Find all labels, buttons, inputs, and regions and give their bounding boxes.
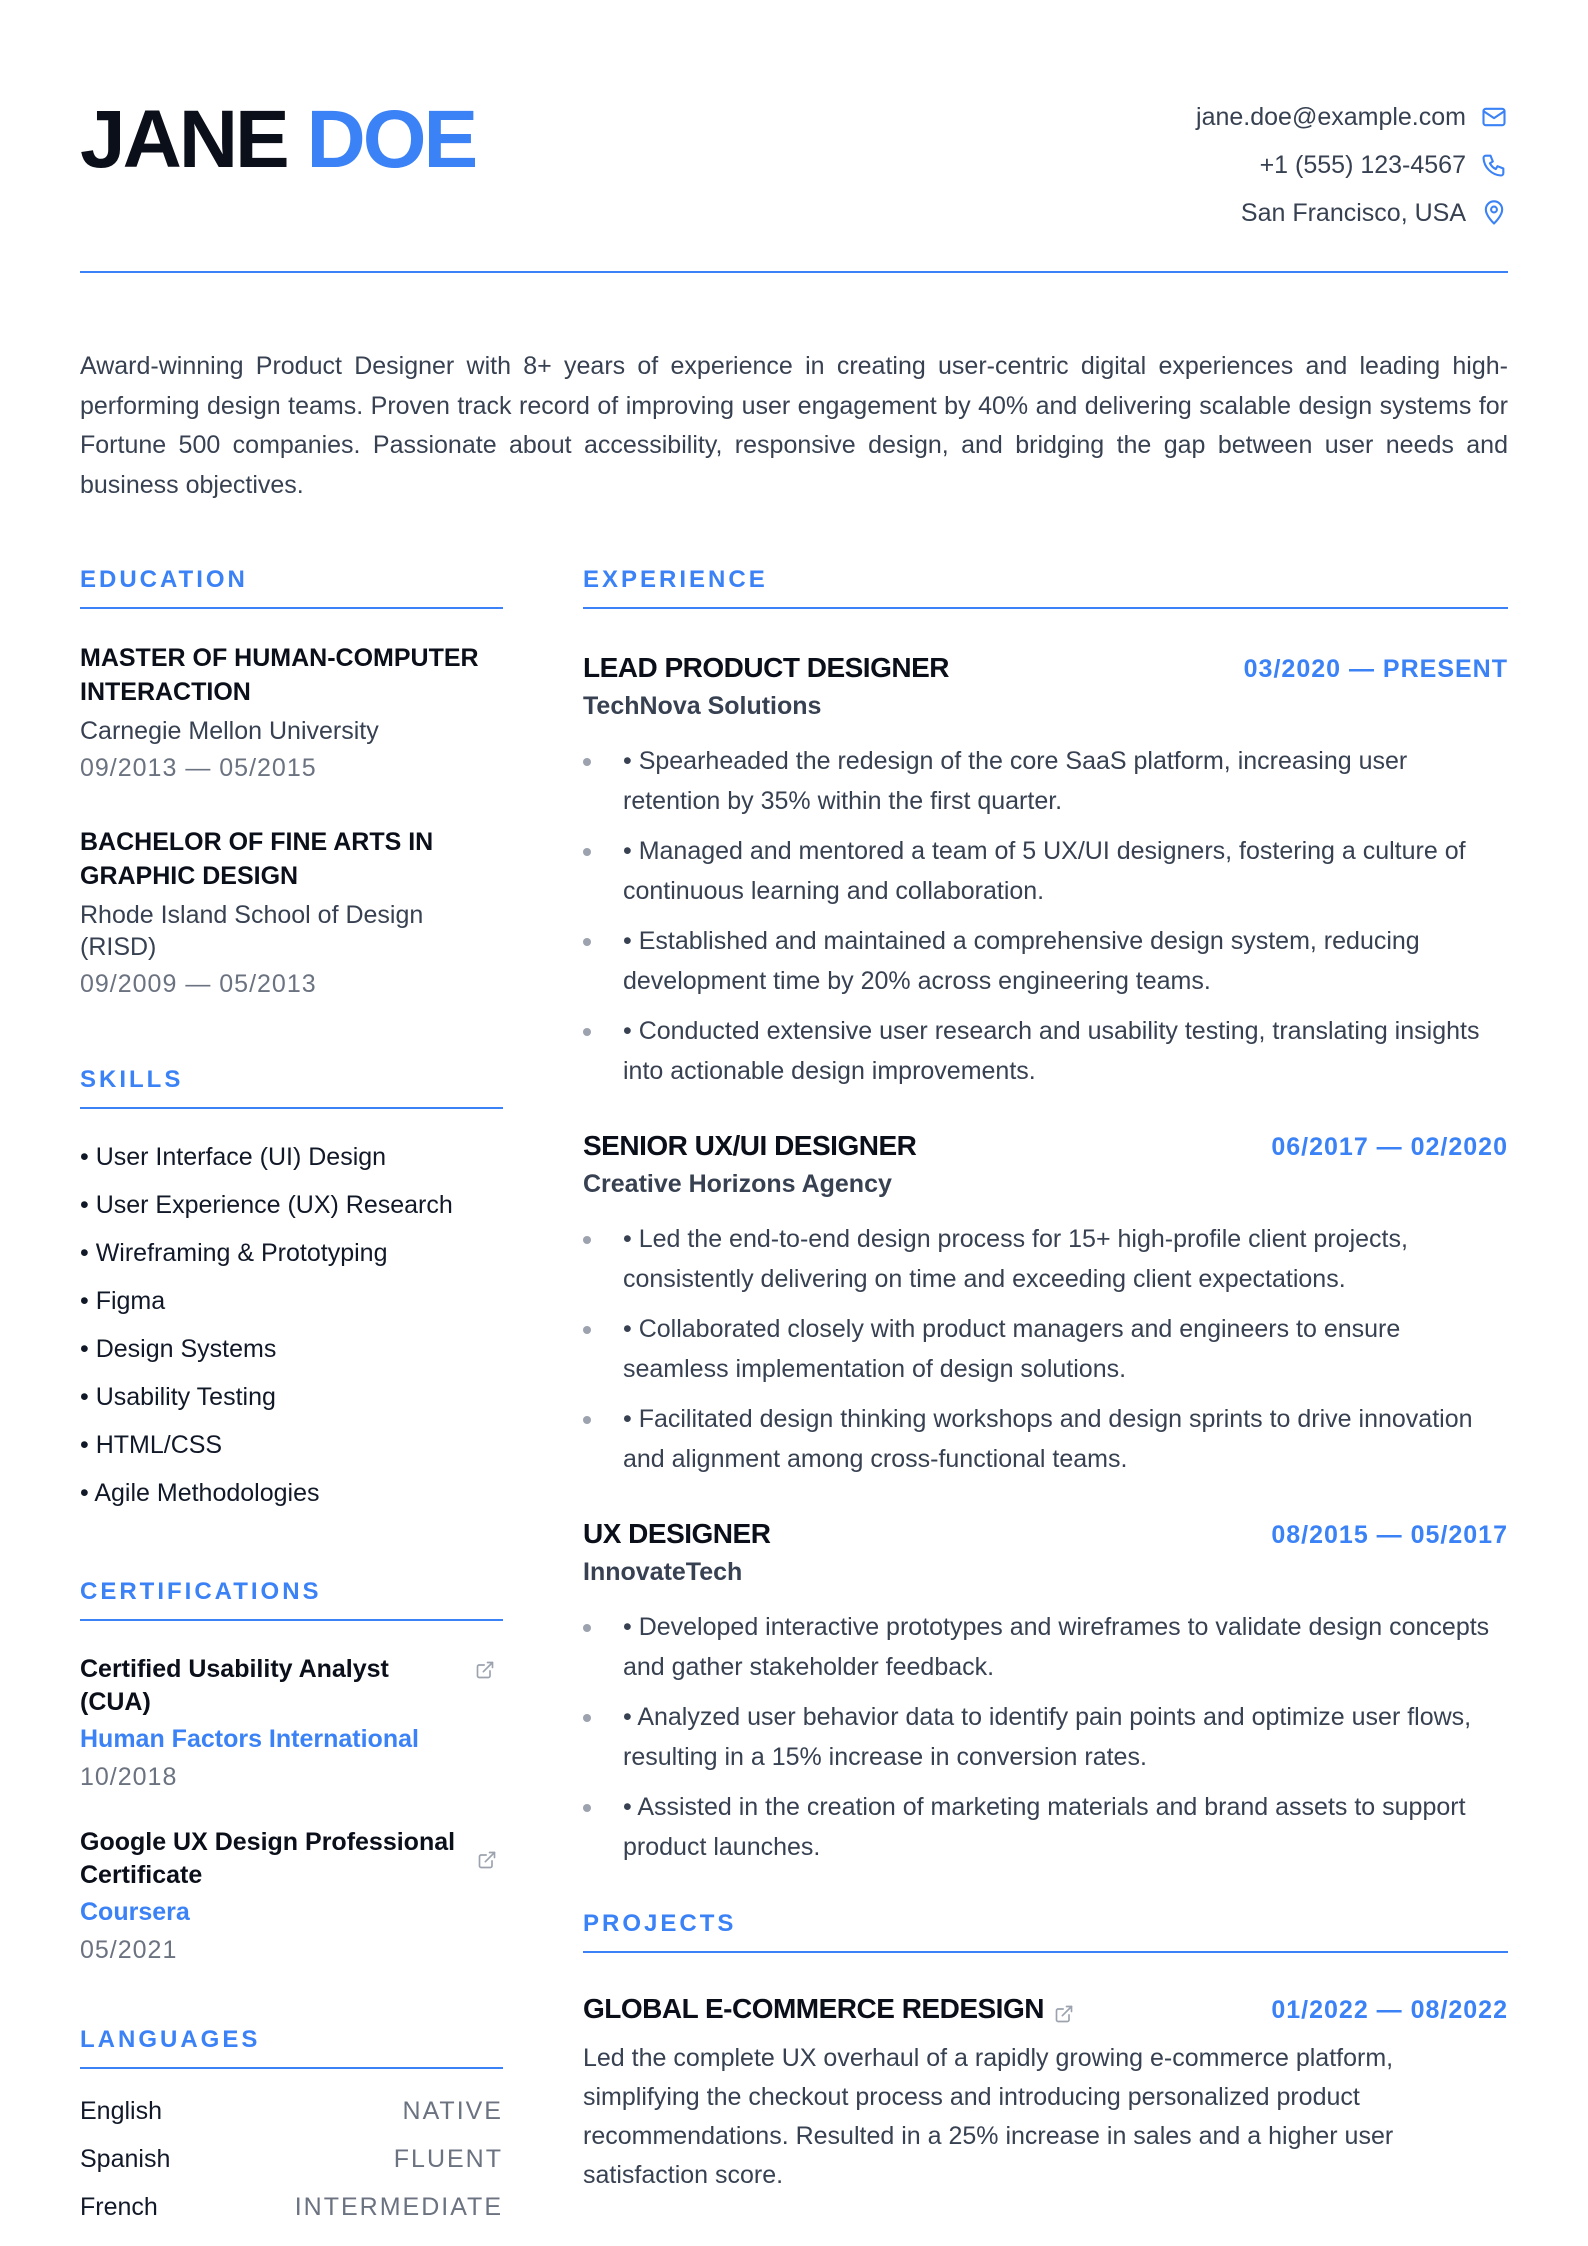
job-bullet (583, 921, 1508, 1001)
job-bullet-text: • Developed interactive prototypes and wireframes to validate design concepts and gather stakeholder feedback. (623, 1613, 1490, 1681)
language-name: French (80, 2193, 158, 2221)
contact-info (1196, 93, 1508, 237)
experience-item (583, 649, 1508, 1091)
candidate-name (80, 95, 475, 185)
job-title: UX DESIGNER (583, 1518, 771, 1549)
skill-item: • Usability Testing (80, 1373, 503, 1421)
project-title-text[interactable]: GLOBAL E-COMMERCE REDESIGN (583, 1993, 1044, 2024)
job-bullet-text: • Managed and mentored a team of 5 UX/UI designers, fostering a culture of continuous learning and collaboration. (623, 837, 1466, 905)
education-school: Carnegie Mellon University (80, 717, 379, 745)
languages-heading: LANGUAGES (80, 2023, 503, 2069)
languages-list (80, 2087, 503, 2231)
language-row (80, 2087, 503, 2135)
external-link-icon[interactable] (477, 1850, 497, 1870)
skill-item: • Figma (80, 1277, 503, 1325)
job-bullet-text: • Led the end-to-end design process for 15+ high-profile client projects, consistently delivering on time and exceeding client expectations. (623, 1225, 1408, 1293)
job-bullet-text: • Collaborated closely with product managers and engineers to ensure seamless implementation of design solutions. (623, 1315, 1401, 1383)
external-link-icon[interactable] (1054, 1999, 1074, 2019)
project-header (583, 1993, 1508, 2025)
education-item (80, 825, 503, 1001)
job-company: TechNova Solutions (583, 692, 822, 720)
summary-paragraph: Award-winning Product Designer with 8+ years of experience in creating user-centric digital experiences and leading high-performing design teams. Proven track record of improving user engagement by 40% and delivering scalable design systems for Fortune 500 companies. Passionate about accessibility, responsive design, and bridging the gap between user needs and business objectives. (80, 352, 1508, 499)
language-level: INTERMEDIATE (294, 2193, 503, 2221)
experience-item (583, 1515, 1508, 1867)
skills-list (80, 1133, 503, 1517)
certification-item (80, 1653, 503, 1794)
education-degree: MASTER OF HUMAN-COMPUTER INTERACTION (80, 644, 479, 706)
contact-phone[interactable] (1196, 141, 1508, 189)
last-name: DOE (306, 94, 476, 185)
job-title: SENIOR UX/UI DESIGNER (583, 1130, 917, 1161)
email-text[interactable]: jane.doe@example.com (1196, 102, 1466, 131)
location-text: San Francisco, USA (1240, 198, 1466, 227)
language-name: Spanish (80, 2145, 171, 2173)
project-title[interactable] (583, 1993, 1074, 2025)
job-bullet (583, 831, 1508, 911)
skill-item: • Design Systems (80, 1325, 503, 1373)
experience-heading: EXPERIENCE (583, 563, 1508, 609)
certification-issuer[interactable]: Coursera (80, 1898, 190, 1926)
bullet-dot (583, 1416, 591, 1424)
map-pin-icon (1480, 199, 1508, 227)
phone-text[interactable]: +1 (555) 123-4567 (1259, 150, 1466, 179)
job-company: InnovateTech (583, 1558, 743, 1586)
education-school: Rhode Island School of Design (RISD) (80, 901, 424, 961)
education-item (80, 641, 503, 785)
certification-date: 10/2018 (80, 1763, 178, 1791)
job-bullet-text: • Assisted in the creation of marketing materials and brand assets to support product launches. (623, 1793, 1466, 1861)
contact-location (1196, 189, 1508, 237)
bullet-dot (583, 758, 591, 766)
job-bullet (583, 1607, 1508, 1687)
education-date: 09/2013 — 05/2015 (80, 754, 317, 782)
job-bullet (583, 1011, 1508, 1091)
job-bullet (583, 741, 1508, 821)
education-date: 09/2009 — 05/2013 (80, 970, 317, 998)
mail-icon (1480, 103, 1508, 131)
job-date: 06/2017 — 02/2020 (1271, 1133, 1508, 1161)
skill-item: • HTML/CSS (80, 1421, 503, 1469)
certification-name-text[interactable]: Certified Usability Analyst (CUA) (80, 1655, 389, 1716)
job-bullet-text: • Facilitated design thinking workshops and design sprints to drive innovation and alignment among cross-functional teams. (623, 1405, 1473, 1473)
skill-item: • User Experience (UX) Research (80, 1181, 503, 1229)
job-bullets (583, 1607, 1508, 1867)
projects-heading: PROJECTS (583, 1907, 1508, 1953)
bullet-dot (583, 938, 591, 946)
job-bullets (583, 1219, 1508, 1479)
experience-header (583, 649, 1508, 687)
project-description: Led the complete UX overhaul of a rapidly growing e-commerce platform, simplifying the checkout process and introducing personalized product recommendations. Resulted in a 25% increase in sales and a higher user satisfaction score. (583, 2044, 1394, 2189)
education-heading: EDUCATION (80, 563, 503, 609)
certification-name[interactable] (80, 1826, 503, 1892)
language-level: FLUENT (393, 2145, 503, 2173)
job-title: LEAD PRODUCT DESIGNER (583, 652, 949, 683)
experience-header (583, 1127, 1508, 1165)
certification-name[interactable] (80, 1653, 503, 1719)
bullet-dot (583, 1624, 591, 1632)
job-bullet (583, 1697, 1508, 1777)
phone-icon (1480, 151, 1508, 179)
job-bullet (583, 1219, 1508, 1299)
job-date: 08/2015 — 05/2017 (1271, 1521, 1508, 1549)
job-bullet (583, 1399, 1508, 1479)
certification-issuer[interactable]: Human Factors International (80, 1725, 419, 1753)
left-column (80, 563, 503, 2231)
bullet-dot (583, 848, 591, 856)
job-bullet-text: • Conducted extensive user research and usability testing, translating insights into actionable design improvements. (623, 1017, 1480, 1085)
certification-name-text[interactable]: Google UX Design Professional Certificate (80, 1828, 456, 1889)
skill-item: • User Interface (UI) Design (80, 1133, 503, 1181)
certification-item (80, 1826, 503, 1967)
project-item (583, 1993, 1508, 2195)
bullet-dot (583, 1714, 591, 1722)
experience-item (583, 1127, 1508, 1479)
bullet-dot (583, 1804, 591, 1812)
job-bullet (583, 1787, 1508, 1867)
language-name: English (80, 2097, 162, 2125)
skills-heading: SKILLS (80, 1063, 503, 1109)
skill-item: • Wireframing & Prototyping (80, 1229, 503, 1277)
job-company: Creative Horizons Agency (583, 1170, 892, 1198)
first-name: JANE (80, 94, 287, 185)
experience-header (583, 1515, 1508, 1553)
certifications-heading: CERTIFICATIONS (80, 1575, 503, 1621)
project-date: 01/2022 — 08/2022 (1271, 1996, 1508, 2024)
job-bullet-text: • Established and maintained a comprehensive design system, reducing development time by 20% across engineering teams. (623, 927, 1420, 995)
bullet-dot (583, 1028, 591, 1036)
job-bullet-text: • Analyzed user behavior data to identify pain points and optimize user flows, resulting in a 15% increase in conversion rates. (623, 1703, 1472, 1771)
contact-email[interactable] (1196, 93, 1508, 141)
resume-header (80, 0, 1508, 273)
job-date: 03/2020 — PRESENT (1243, 655, 1508, 683)
job-bullets (583, 741, 1508, 1091)
job-bullet-text: • Spearheaded the redesign of the core SaaS platform, increasing user retention by 35% within the first quarter. (623, 747, 1408, 815)
language-row (80, 2135, 503, 2183)
language-level: NATIVE (402, 2097, 503, 2125)
right-column (583, 563, 1508, 2195)
bullet-dot (583, 1236, 591, 1244)
skill-item: • Agile Methodologies (80, 1469, 503, 1517)
language-row (80, 2183, 503, 2231)
certification-date: 05/2021 (80, 1936, 178, 1964)
job-bullet (583, 1309, 1508, 1389)
external-link-icon[interactable] (475, 1660, 495, 1680)
bullet-dot (583, 1326, 591, 1334)
education-degree: BACHELOR OF FINE ARTS IN GRAPHIC DESIGN (80, 828, 434, 890)
